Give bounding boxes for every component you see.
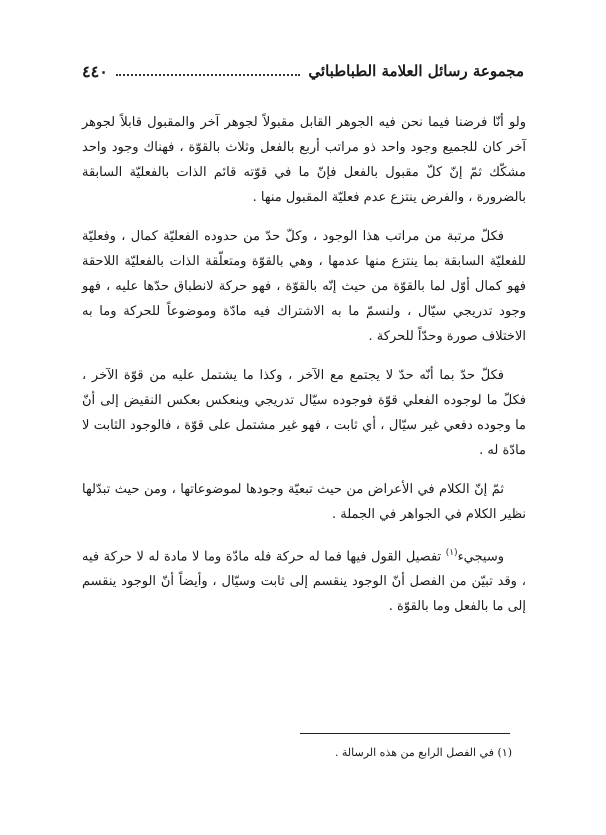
paragraph-5-start: وسيجيء	[457, 549, 504, 565]
page-number: ٤٤٠	[82, 61, 108, 81]
running-header	[82, 58, 524, 84]
paragraph-5-rest: تفصيل القول فيها فما له حركة فله مادّة وما لا مادة له لا حركة فيه ، وقد تبيّن من الفصل أنّ الوجود ينقسم إلى ثابت وسيّال ، وأيضاً أنّ الوجود ينقسم إلى ما بالفعل وما بالقوّة .	[82, 549, 526, 615]
footnote-reference[interactable]: (١)	[445, 548, 458, 558]
footnote-separator	[300, 733, 510, 734]
footnote-marker: (١)	[497, 746, 512, 759]
paragraph-5	[82, 541, 526, 619]
footnote-text: في الفصل الرابع من هذه الرسالة .	[334, 746, 494, 759]
paragraph-4: ثمّ إنّ الكلام في الأعراض من حيث تبعيّة وجودها لموضوعاتها ، ومن حيث تبدّلها نظير الكلام في الجواهر في الجملة .	[82, 482, 526, 522]
paragraph-1: ولو أنّا فرضنا فيما نحن فيه الجوهر القابل مقبولاً لجوهر آخر والمقبول قابلاً لجوهر آخر كان للجميع وجود واحد ذو مراتب أربع بالفعل وثلاث بالقوّة ، فهناك وجود واحد مشكّك ثمّ إنّ كلّ مقبول بالفعل فإنّ ما في قوّته قائم الذات بالفعليّة السابقة بالضرورة ، والفرض ينتزع عدم فعليّة المقبول منها .	[82, 115, 526, 205]
running-title: مجموعة رسائل العلامة الطباطبائي	[308, 62, 524, 80]
paragraph-3: فكلّ حدّ بما أنّه حدّ لا يجتمع مع الآخر ، وكذا ما يشتمل عليه من قوّة الآخر ، فكلّ ما لوجوده الفعلي قوّة فوجوده سيّال تدريجي وينعكس بعكس النقيض إلى أنّ ما وجوده دفعي غير سيّال ، أي ثابت ، فهو غير مشتمل على قوّة ، فالوجود الثابت لا مادّة له .	[82, 368, 526, 458]
main-text	[82, 110, 526, 633]
header-leader-dots	[116, 74, 301, 76]
footnote	[82, 746, 512, 759]
paragraph-2: فكلّ مرتبة من مراتب هذا الوجود ، وكلّ حدّ من حدوده الفعليّة كمال ، وفعليّة للفعليّة السابقة بما ينتزع منها عدمها ، وهي بالقوّة ومتعلّقة الذات بالفعليّة اللاحقة فهو كمال أوّل لما بالقوّة من حيث إنّه بالقوّة ، فهو حركة لانطباق حدّها عليه ، فهو وجود تدريجي سيّال ، ولنسمّ ما به الاشتراك فيه مادّة وموضوعاً للحركة وما به الاختلاف صورة وحدّاً للحركة .	[82, 229, 526, 344]
